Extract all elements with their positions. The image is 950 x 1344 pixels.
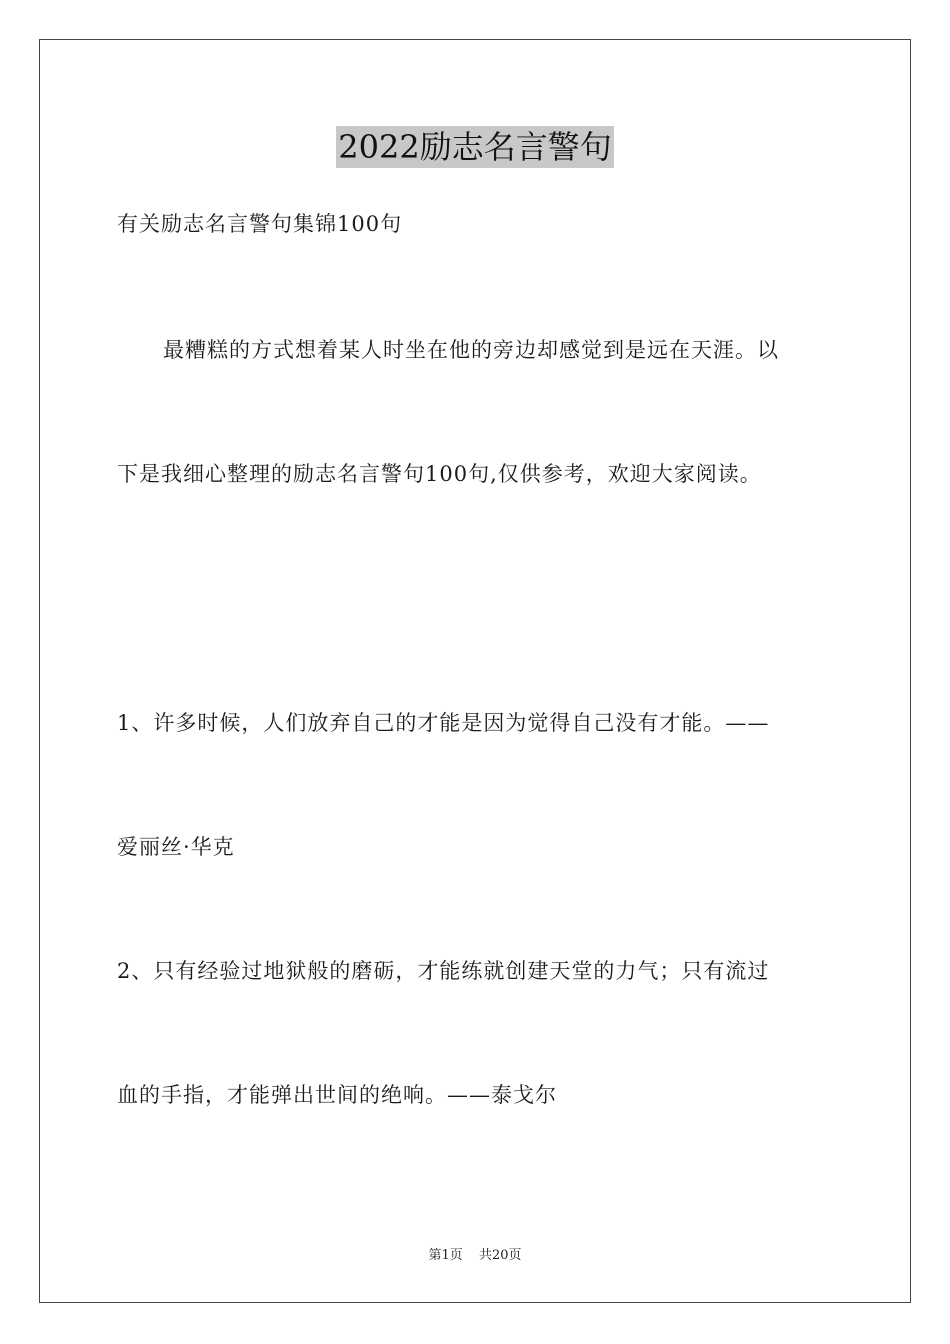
intro-line-1: 最糟糕的方式想着某人时坐在他的旁边却感觉到是远在天涯。以	[163, 338, 779, 362]
quote-1-line-2: 爱丽丝·华克	[117, 835, 235, 859]
title-container	[0, 126, 950, 168]
quote-1-line-1: 1、许多时候，人们放弃自己的才能是因为觉得自己没有才能。——	[117, 711, 770, 735]
quote-2-line-1: 2、只有经验过地狱般的磨砺，才能练就创建天堂的力气；只有流过	[117, 959, 770, 983]
page-number: 第1页	[428, 1248, 463, 1263]
page-total: 共20页	[478, 1248, 522, 1263]
quote-2-line-2: 血的手指，才能弹出世间的绝响。——泰戈尔	[117, 1083, 557, 1107]
document-subtitle: 有关励志名言警句集锦100句	[117, 212, 403, 236]
document-title: 2022励志名言警句	[338, 128, 612, 166]
page-footer	[0, 1247, 950, 1265]
intro-line-2: 下是我细心整理的励志名言警句100句,仅供参考，欢迎大家阅读。	[117, 462, 762, 486]
